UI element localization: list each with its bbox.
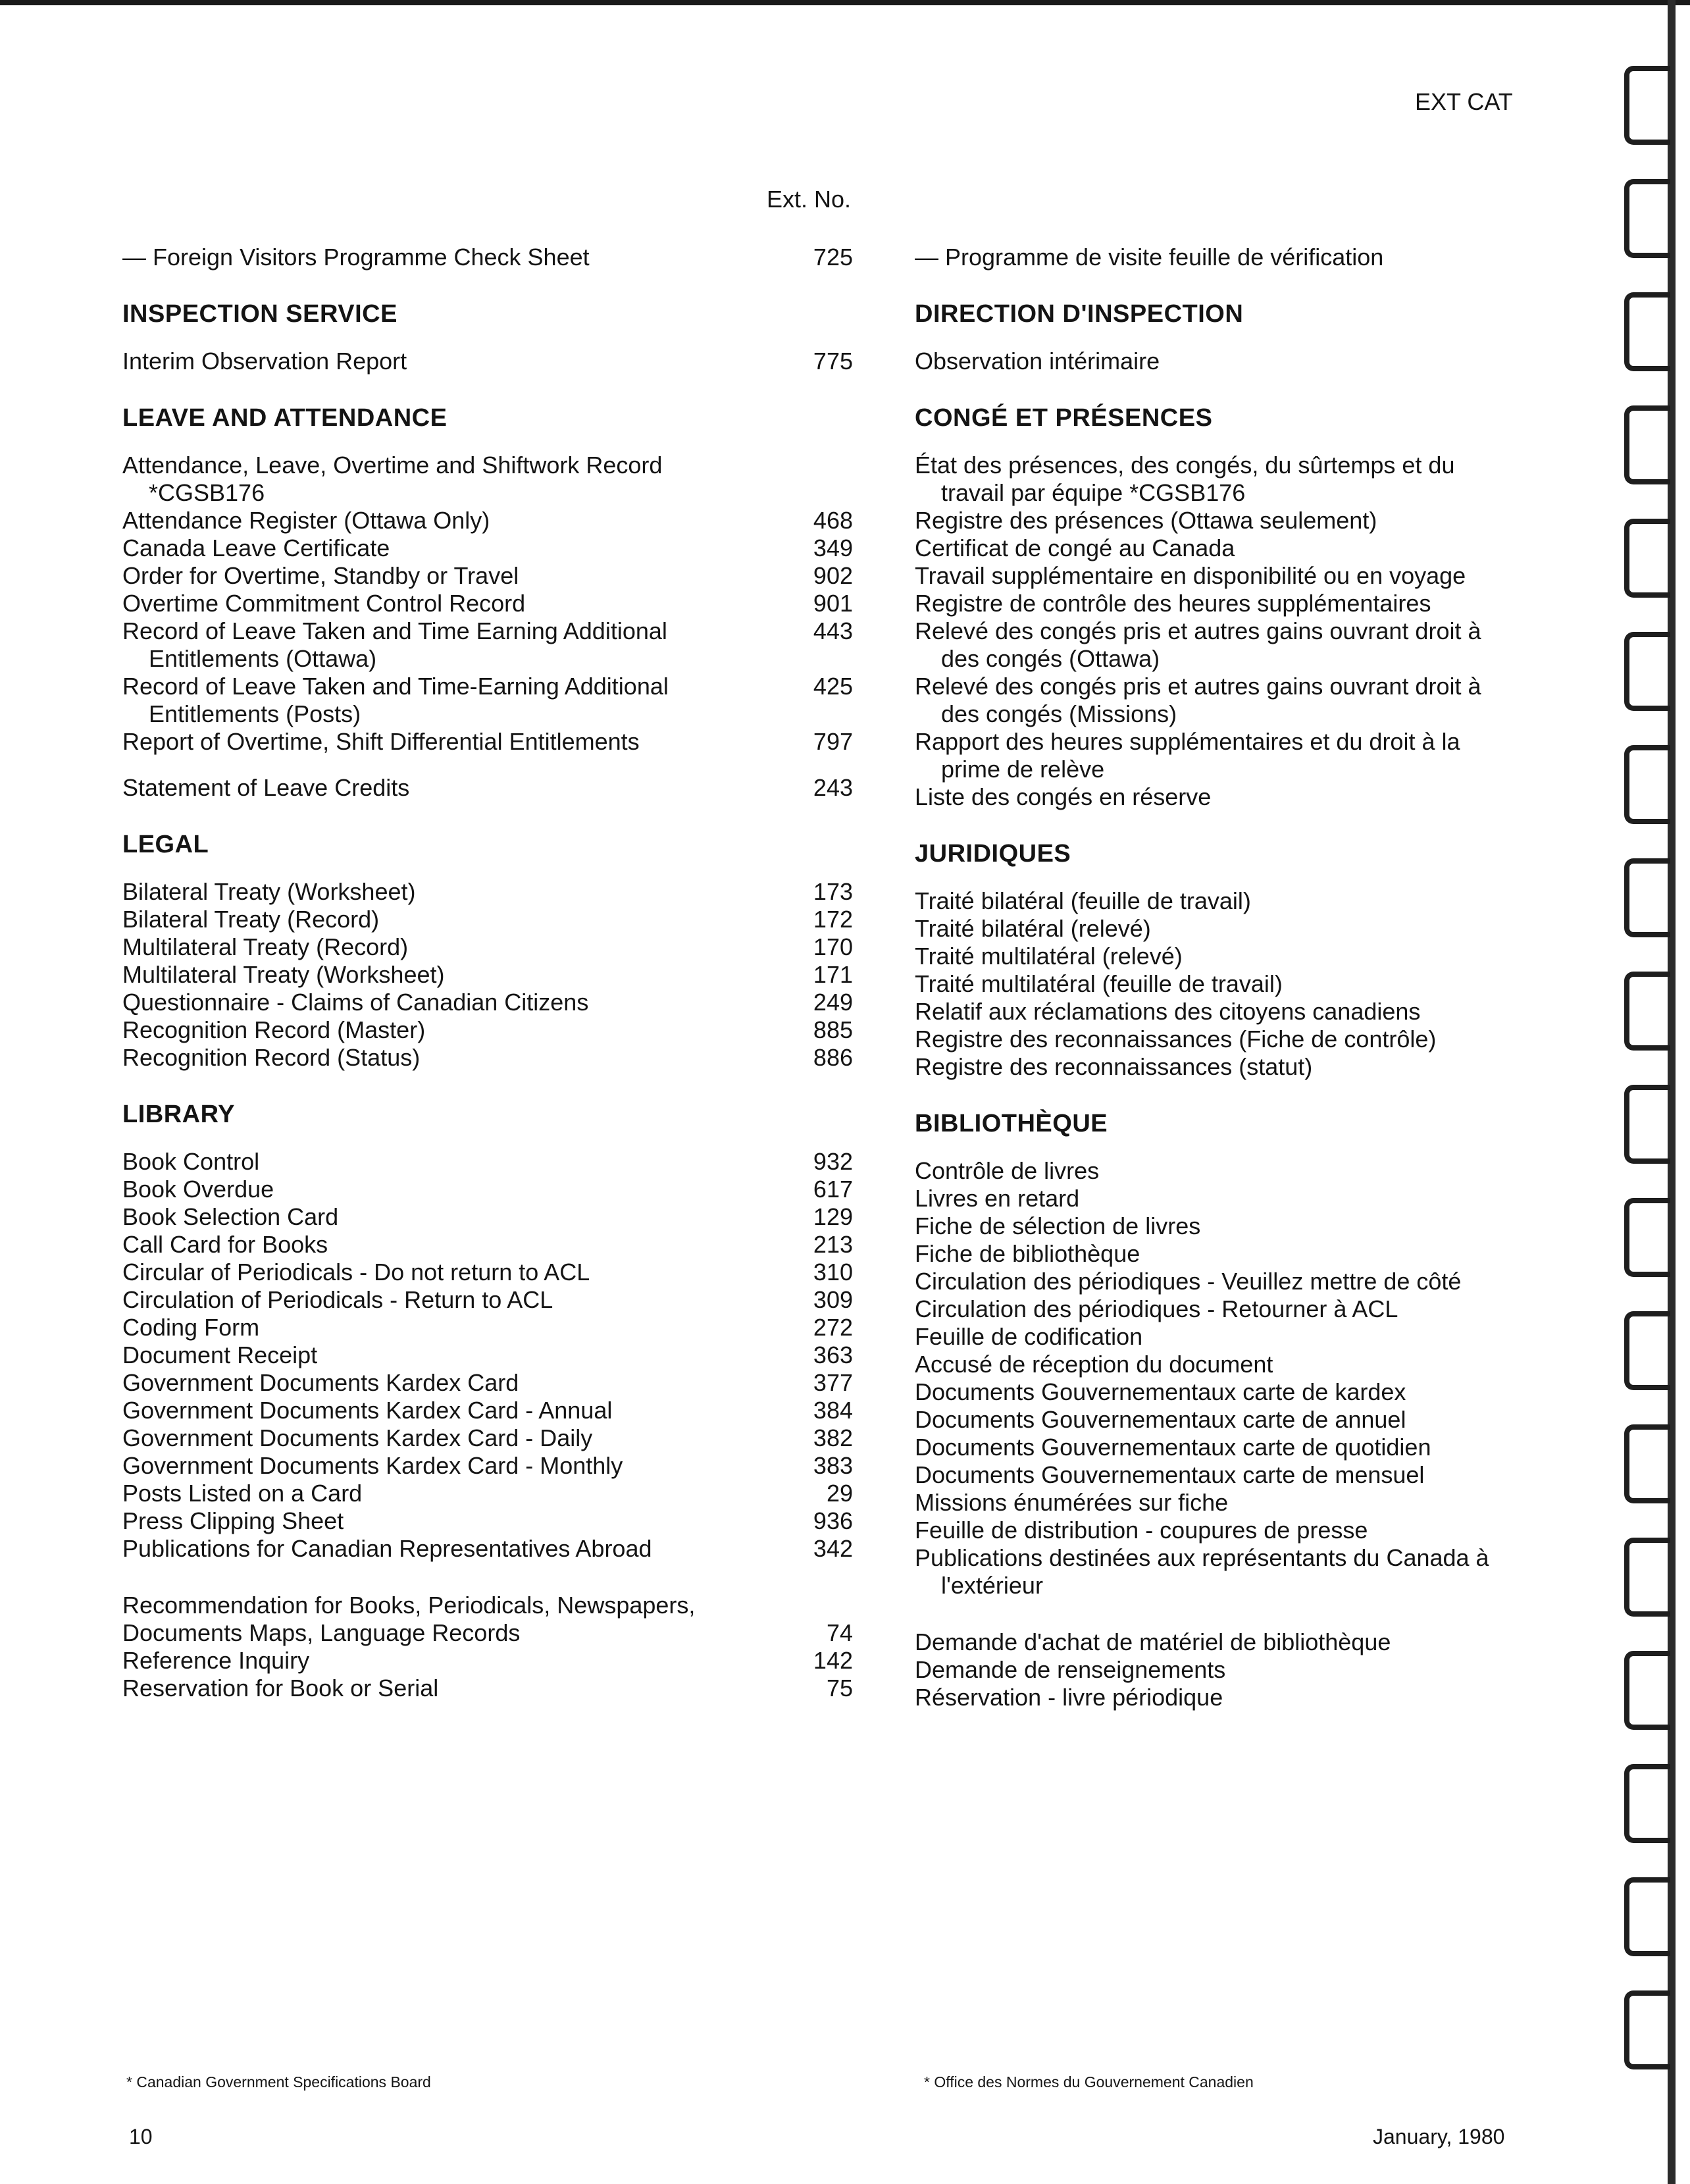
list-item: Bilateral Treaty (Worksheet) 173 — [122, 878, 853, 905]
list-item: Missions énumérées sur fiche — [915, 1489, 1229, 1516]
binding-ring — [1624, 1764, 1670, 1843]
list-item: Statement of Leave Credits 243 — [122, 774, 853, 801]
list-item: Reference Inquiry 142 — [122, 1647, 853, 1674]
list-item: Publications for Canadian Representatives Abroad 342 — [122, 1535, 853, 1562]
section-heading: LEAVE AND ATTENDANCE — [122, 404, 448, 432]
list-item: Report of Overtime, Shift Differential Entitlements 797 — [122, 728, 853, 755]
list-item: Record of Leave Taken and Time Earning Additional Entitlements (Ottawa) 443 — [122, 617, 853, 672]
list-item: Réservation - livre périodique — [915, 1684, 1223, 1711]
list-item: Demande de renseignements — [915, 1656, 1226, 1683]
list-item: Accusé de réception du document — [915, 1351, 1273, 1378]
binding-ring — [1624, 1085, 1670, 1164]
list-item: Rapport des heures supplémentaires et du droit à la prime de relève — [915, 728, 1460, 783]
list-item: Circular of Periodicals - Do not return to ACL 310 — [122, 1259, 853, 1286]
list-item: Circulation des périodiques - Veuillez mettre de côté — [915, 1268, 1462, 1295]
publication-date: January, 1980 — [1373, 2125, 1505, 2148]
binding-ring — [1624, 972, 1670, 1051]
list-item: Publications destinées aux représentants du Canada à l'extérieur — [915, 1544, 1489, 1599]
english-column — [122, 244, 853, 1702]
list-item: Record of Leave Taken and Time-Earning Additional Entitlements (Posts) 425 — [122, 673, 853, 727]
list-item: Recognition Record (Status) 886 — [122, 1044, 853, 1071]
list-item: Press Clipping Sheet 936 — [122, 1507, 853, 1534]
list-item: Questionnaire - Claims of Canadian Citizens 249 — [122, 989, 853, 1016]
binding-ring — [1624, 1651, 1670, 1730]
list-item: — Programme de visite feuille de vérification — [915, 244, 1384, 271]
binding-ring — [1624, 66, 1670, 145]
catalogue-code: EXT CAT — [1415, 88, 1513, 115]
section-heading: CONGÉ ET PRÉSENCES — [915, 404, 1213, 432]
list-item: Circulation of Periodicals - Return to ACL 309 — [122, 1286, 853, 1313]
binding-ring — [1624, 519, 1670, 598]
list-item: Multilateral Treaty (Record) 170 — [122, 933, 853, 960]
scan-top-edge — [0, 0, 1690, 5]
list-item: Posts Listed on a Card 29 — [122, 1480, 853, 1507]
french-column — [915, 244, 1507, 1711]
list-item: Overtime Commitment Control Record 901 — [122, 590, 853, 617]
footnote: * Office des Normes du Gouvernement Canadien — [924, 2073, 1254, 2091]
footnote: * Canadian Government Specifications Board — [126, 2073, 431, 2091]
list-item: Document Receipt 363 — [122, 1341, 853, 1368]
list-item: Registre des présences (Ottawa seulement) — [915, 507, 1377, 534]
list-item: Registre de contrôle des heures supplémentaires — [915, 590, 1431, 617]
binding-ring — [1624, 1311, 1670, 1390]
section-heading: JURIDIQUES — [915, 840, 1071, 868]
list-item: Book Control 932 — [122, 1148, 853, 1175]
list-item: Feuille de distribution - coupures de presse — [915, 1517, 1368, 1544]
section-heading: INSPECTION SERVICE — [122, 300, 397, 328]
binding-ring — [1624, 292, 1670, 371]
spiral-binding — [1604, 0, 1690, 2184]
list-item: Certificat de congé au Canada — [915, 534, 1235, 561]
list-item: Observation intérimaire — [915, 348, 1160, 375]
list-item: Relevé des congés pris et autres gains ouvrant droit à des congés (Ottawa) — [915, 617, 1481, 672]
list-item: Documents Gouvernementaux carte de annuel — [915, 1406, 1406, 1433]
list-item: Order for Overtime, Standby or Travel 902 — [122, 562, 853, 589]
list-item: Liste des congés en réserve — [915, 783, 1212, 810]
binding-ring — [1624, 1990, 1670, 2069]
list-item: Call Card for Books 213 — [122, 1231, 853, 1258]
list-item: Fiche de sélection de livres — [915, 1212, 1201, 1239]
list-item: — Foreign Visitors Programme Check Sheet 725 — [122, 244, 853, 271]
binding-ring — [1624, 745, 1670, 824]
list-item: Travail supplémentaire en disponibilité ou en voyage — [915, 562, 1466, 589]
binding-ring — [1624, 179, 1670, 258]
list-item: Coding Form 272 — [122, 1314, 853, 1341]
binding-ring — [1624, 1538, 1670, 1617]
list-item: Traité multilatéral (relevé) — [915, 943, 1183, 970]
list-item: Attendance, Leave, Overtime and Shiftwork Record *CGSB176 — [122, 452, 663, 506]
list-item: Government Documents Kardex Card - Annual 384 — [122, 1397, 853, 1424]
list-item: Circulation des périodiques - Retourner à ACL — [915, 1295, 1398, 1322]
list-item: Documents Gouvernementaux carte de kardex — [915, 1378, 1406, 1405]
binding-ring — [1624, 632, 1670, 711]
list-item: État des présences, des congés, du sûrtemps et du travail par équipe *CGSB176 — [915, 452, 1455, 506]
list-item: Fiche de bibliothèque — [915, 1240, 1140, 1267]
list-item: Demande d'achat de matériel de bibliothèque — [915, 1628, 1391, 1655]
list-item: Documents Gouvernementaux carte de quotidien — [915, 1434, 1431, 1461]
list-item: Relevé des congés pris et autres gains ouvrant droit à des congés (Missions) — [915, 673, 1481, 727]
section-heading: LIBRARY — [122, 1101, 235, 1128]
list-item: Livres en retard — [915, 1185, 1080, 1212]
list-item: Recommendation for Books, Periodicals, Newspapers, — [122, 1592, 696, 1619]
list-item: Reservation for Book or Serial 75 — [122, 1675, 853, 1702]
list-item: Documents Maps, Language Records 74 — [122, 1619, 853, 1646]
list-item: Government Documents Kardex Card - Monthly 383 — [122, 1452, 853, 1479]
list-item: Contrôle de livres — [915, 1157, 1100, 1184]
list-item: Bilateral Treaty (Record) 172 — [122, 906, 853, 933]
list-item: Government Documents Kardex Card 377 — [122, 1369, 853, 1396]
list-item: Traité bilatéral (relevé) — [915, 915, 1151, 942]
list-item: Recognition Record (Master) 885 — [122, 1016, 853, 1043]
list-item: Traité multilatéral (feuille de travail) — [915, 970, 1283, 997]
list-item: Registre des reconnaissances (statut) — [915, 1053, 1313, 1080]
binding-ring — [1624, 1877, 1670, 1956]
list-item: Book Selection Card 129 — [122, 1203, 853, 1230]
list-item: Relatif aux réclamations des citoyens canadiens — [915, 998, 1421, 1025]
section-heading: DIRECTION D'INSPECTION — [915, 300, 1244, 328]
list-item: Multilateral Treaty (Worksheet) 171 — [122, 961, 853, 988]
binding-ring — [1624, 858, 1670, 937]
binding-ring — [1624, 1424, 1670, 1503]
list-item: Interim Observation Report 775 — [122, 348, 853, 375]
list-item: Registre des reconnaissances (Fiche de contrôle) — [915, 1026, 1437, 1053]
list-item: Documents Gouvernementaux carte de mensuel — [915, 1461, 1425, 1488]
list-item: Book Overdue 617 — [122, 1176, 853, 1203]
section-heading: BIBLIOTHÈQUE — [915, 1110, 1108, 1137]
list-item: Government Documents Kardex Card - Daily 382 — [122, 1424, 853, 1451]
ext-no-column-header: Ext. No. — [767, 186, 852, 213]
list-item: Attendance Register (Ottawa Only) 468 — [122, 507, 853, 534]
binding-ring — [1624, 1198, 1670, 1277]
page-number: 10 — [129, 2125, 153, 2148]
binding-ring — [1624, 405, 1670, 484]
list-item: Feuille de codification — [915, 1323, 1143, 1350]
list-item: Canada Leave Certificate 349 — [122, 534, 853, 561]
section-heading: LEGAL — [122, 831, 209, 858]
list-item: Traité bilatéral (feuille de travail) — [915, 887, 1251, 914]
